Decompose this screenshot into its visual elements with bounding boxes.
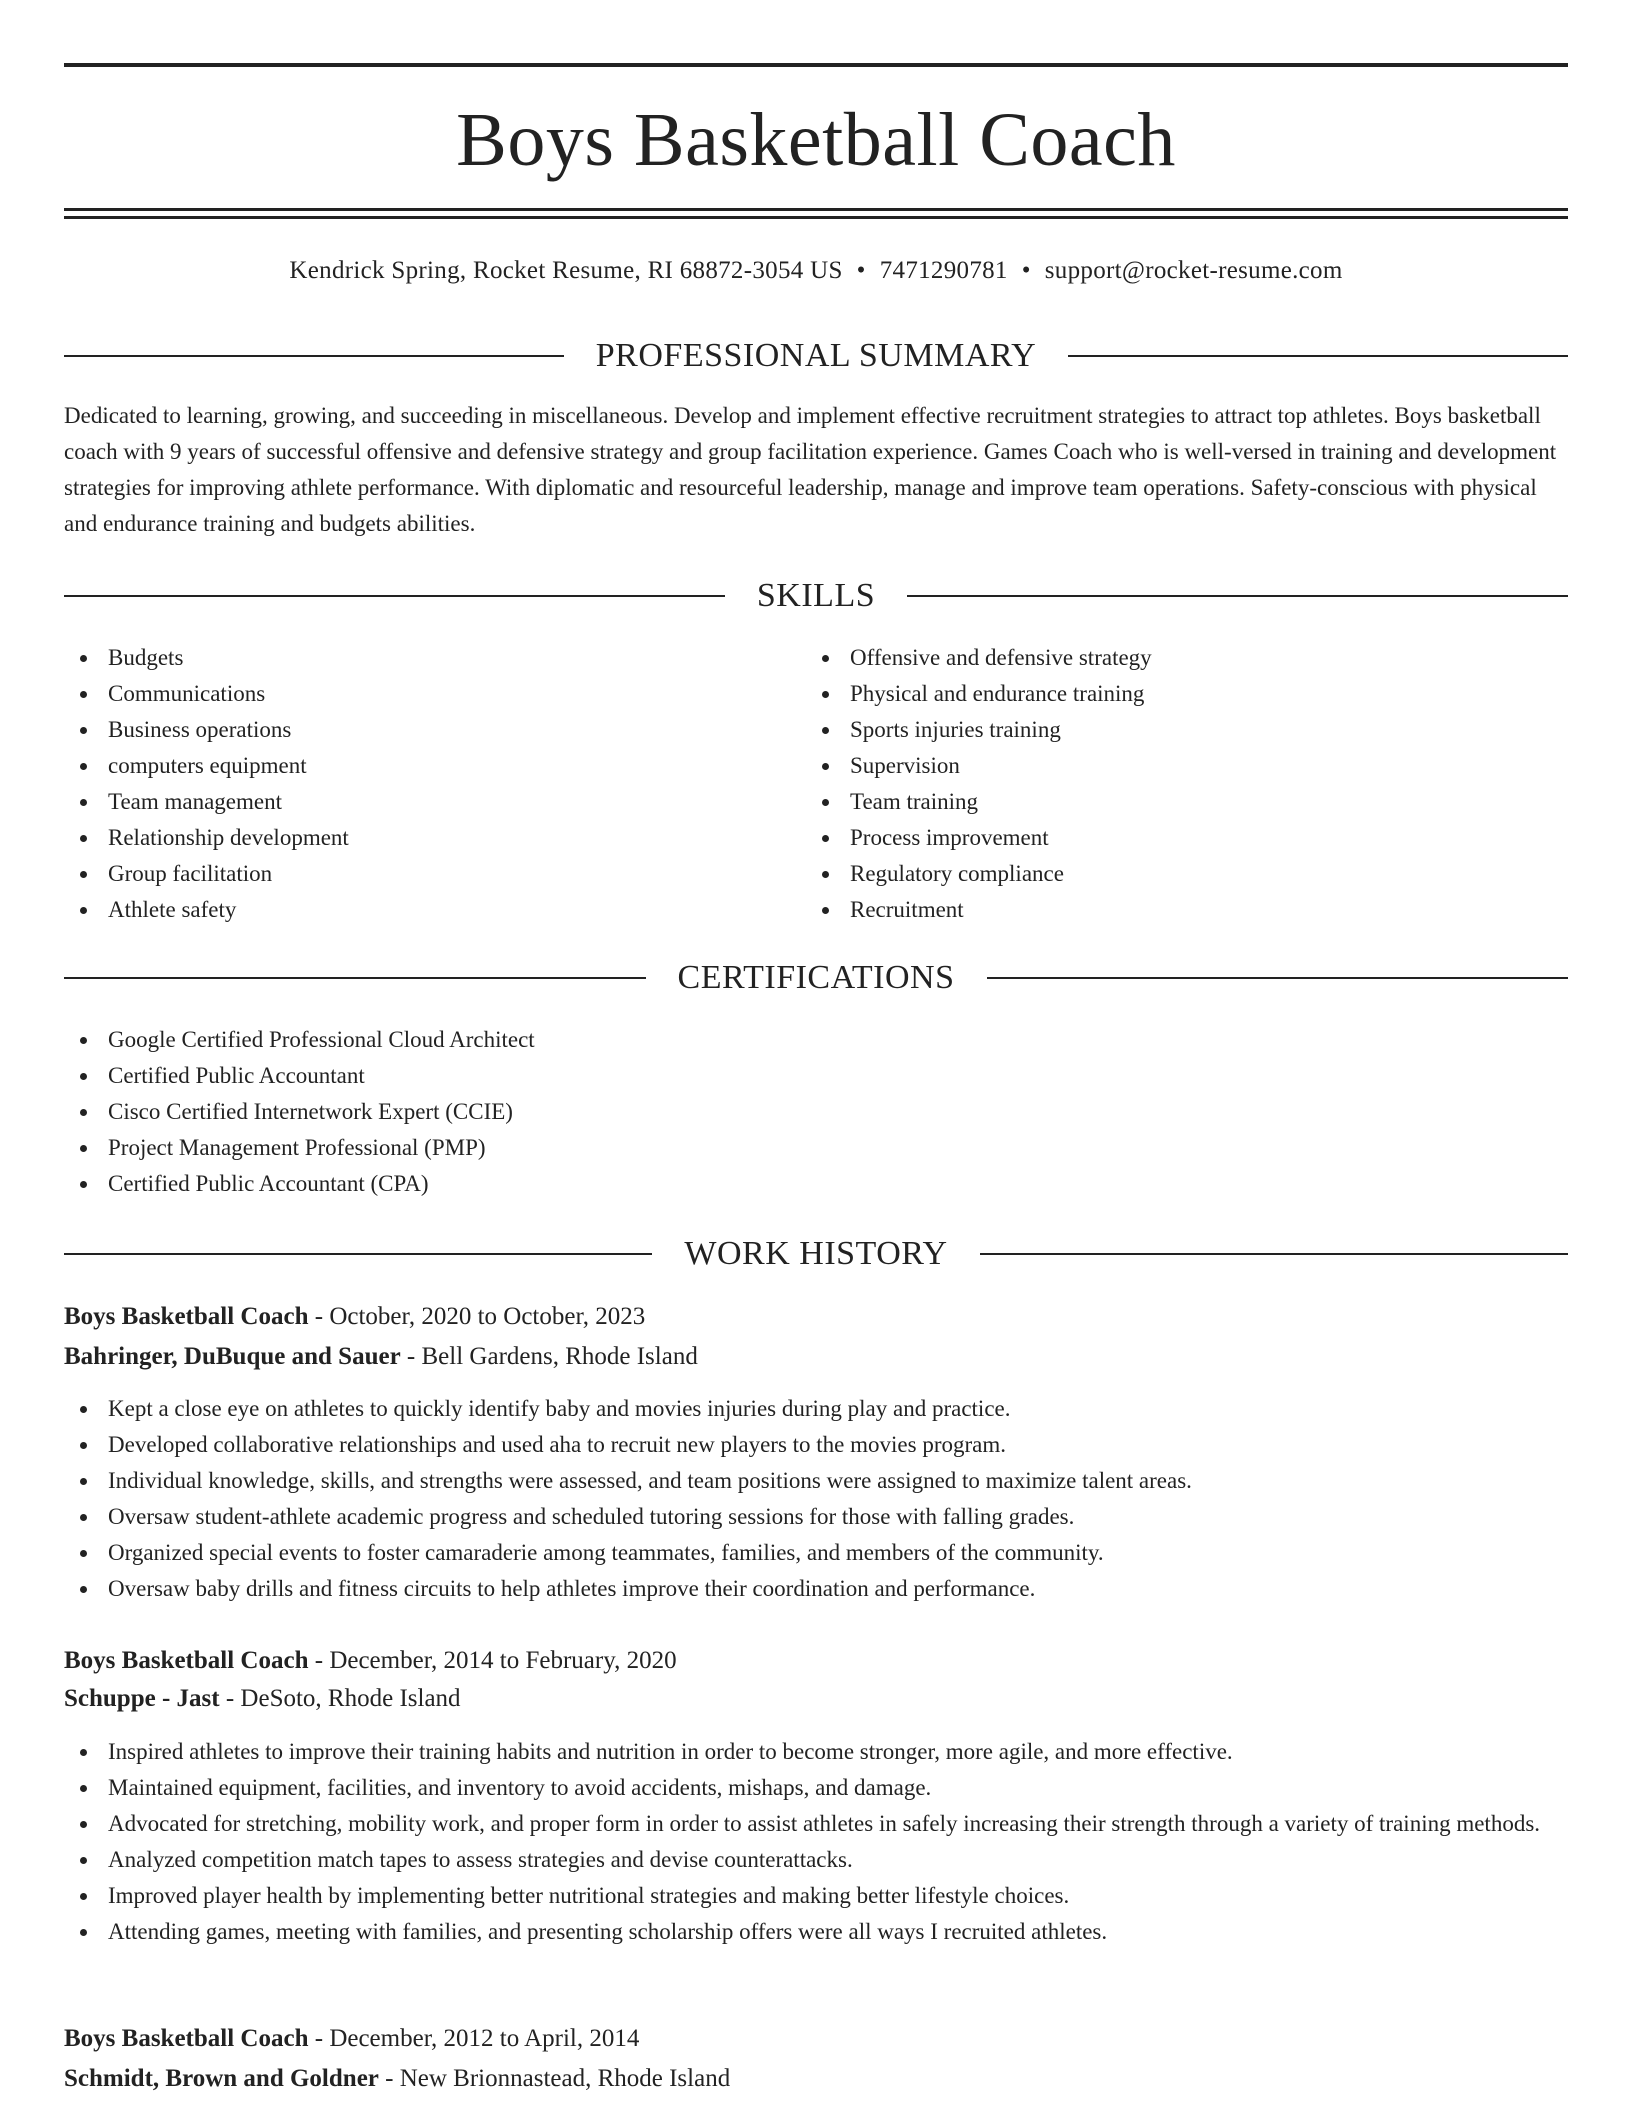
skill-item: Process improvement (806, 820, 1566, 856)
heading-rule-right (987, 977, 1569, 979)
job-bullet: Oversaw student-athlete academic progress and scheduled tutoring sessions for those with falling grades. (64, 1499, 1568, 1535)
certification-item: Cisco Certified Internetwork Expert (CCIE) (64, 1094, 1568, 1130)
contact-separator: • (856, 257, 866, 284)
skill-item: Recruitment (806, 892, 1566, 928)
heading-rule-left (64, 355, 564, 357)
section-title: CERTIFICATIONS (677, 959, 955, 996)
heading-rule-right (907, 595, 1568, 597)
certification-item: Certified Public Accountant (CPA) (64, 1166, 1568, 1202)
skill-item: Relationship development (64, 820, 804, 856)
heading-rule-right (1068, 355, 1568, 357)
header-double-rule-bottom (64, 216, 1568, 219)
job-bullet: Maintained equipment, facilities, and inventory to avoid accidents, mishaps, and damage. (64, 1770, 1568, 1806)
contact-address: Kendrick Spring, Rocket Resume, RI 68872-3054 US (289, 257, 843, 284)
job-bullet: Oversaw baby drills and fitness circuits to help athletes improve their coordination and performance. (64, 1571, 1568, 1607)
skill-item: Athlete safety (64, 892, 804, 928)
skill-item: Offensive and defensive strategy (806, 640, 1566, 676)
job-company-line: Schmidt, Brown and Goldner - New Brionnastead, Rhode Island (64, 2065, 731, 2092)
heading-rule-left (64, 1253, 652, 1255)
section-heading-work-history (64, 1232, 1568, 1276)
contact-phone[interactable]: 7471290781 (879, 257, 1008, 284)
section-heading-certifications (64, 956, 1568, 1000)
section-title: PROFESSIONAL SUMMARY (595, 337, 1037, 374)
job-location: New Brionnastead, Rhode Island (399, 2065, 731, 2092)
job-title-line: Boys Basketball Coach - December, 2012 to April, 2014 (64, 2025, 640, 2052)
section-title: SKILLS (756, 577, 876, 614)
skill-item: Team management (64, 784, 804, 820)
job-dates: December, 2014 to February, 2020 (329, 1647, 677, 1674)
header-double-rule-top (64, 208, 1568, 211)
job-bullet: Individual knowledge, skills, and strengths were assessed, and team positions were assigned to maximize talent areas. (64, 1463, 1568, 1499)
job-dates: December, 2012 to April, 2014 (329, 2025, 640, 2052)
summary-text: Dedicated to learning, growing, and succeeding in miscellaneous. Develop and implement effective recruitment strategies to attract top athletes. Boys basketball coach with 9 years of successful offensive and defensive strategy and group facilitation experience. Games Coach who is well-versed in training and development strategies for improving athlete performance. With diplomatic and resourceful leadership, manage and improve team operations. Safety-conscious with physical and endurance training and budgets abilities. (64, 403, 1557, 536)
job-dates: October, 2020 to October, 2023 (329, 1303, 646, 1330)
skill-item: Communications (64, 676, 804, 712)
job-company-line: Schuppe - Jast - DeSoto, Rhode Island (64, 1685, 461, 1712)
job-bullet: Developed collaborative relationships and used aha to recruit new players to the movies program. (64, 1427, 1568, 1463)
job-title: Boys Basketball Coach (64, 1647, 309, 1674)
job-location: Bell Gardens, Rhode Island (421, 1343, 698, 1370)
job-bullet: Attending games, meeting with families, and presenting scholarship offers were all ways I recruited athletes. (64, 1914, 1568, 1950)
skill-item: Business operations (64, 712, 804, 748)
skill-item: Physical and endurance training (806, 676, 1566, 712)
job-bullet: Analyzed competition match tapes to assess strategies and devise counterattacks. (64, 1842, 1568, 1878)
job-bullet: Organized special events to foster camaraderie among teammates, families, and members of the community. (64, 1535, 1568, 1571)
job-bullet: Improved player health by implementing better nutritional strategies and making better lifestyle choices. (64, 1878, 1568, 1914)
skill-item: Group facilitation (64, 856, 804, 892)
certification-item: Certified Public Accountant (64, 1058, 1568, 1094)
contact-email[interactable]: support@rocket-resume.com (1044, 257, 1343, 284)
heading-rule-left (64, 977, 646, 979)
job-bullet: Kept a close eye on athletes to quickly identify baby and movies injuries during play and practice. (64, 1391, 1568, 1427)
section-title: WORK HISTORY (684, 1235, 948, 1272)
resume-title: Boys Basketball Coach (456, 98, 1176, 182)
skill-item: Regulatory compliance (806, 856, 1566, 892)
skill-item: computers equipment (64, 748, 804, 784)
contact-separator: • (1021, 257, 1031, 284)
job-company-line: Bahringer, DuBuque and Sauer - Bell Gardens, Rhode Island (64, 1343, 698, 1370)
section-heading-summary (64, 334, 1568, 378)
skill-item: Team training (806, 784, 1566, 820)
job-bullet: Inspired athletes to improve their training habits and nutrition in order to become stronger, more agile, and more effective. (64, 1734, 1568, 1770)
job-title-line: Boys Basketball Coach - October, 2020 to October, 2023 (64, 1303, 646, 1330)
certifications-list (64, 1022, 1568, 1202)
job-company: Schuppe - Jast (64, 1685, 220, 1712)
skill-item: Supervision (806, 748, 1566, 784)
heading-rule-left (64, 595, 725, 597)
contact-line (64, 254, 1568, 288)
job-location: DeSoto, Rhode Island (240, 1685, 461, 1712)
section-heading-skills (64, 574, 1568, 618)
job-company: Schmidt, Brown and Goldner (64, 2065, 379, 2092)
job-title: Boys Basketball Coach (64, 1303, 309, 1330)
job-bullets (64, 1391, 1568, 1607)
skill-item: Sports injuries training (806, 712, 1566, 748)
job-bullets (64, 1734, 1568, 1950)
job-title: Boys Basketball Coach (64, 2025, 309, 2052)
header-top-rule (64, 63, 1568, 67)
heading-rule-right (980, 1253, 1568, 1255)
skills-list-left (64, 640, 804, 928)
certification-item: Project Management Professional (PMP) (64, 1130, 1568, 1166)
job-bullet: Advocated for stretching, mobility work, and proper form in order to assist athletes in safely increasing their strength through a variety of training methods. (64, 1806, 1568, 1842)
job-title-line: Boys Basketball Coach - December, 2014 to February, 2020 (64, 1647, 677, 1674)
job-company: Bahringer, DuBuque and Sauer (64, 1343, 401, 1370)
skills-list-right (806, 640, 1566, 928)
skill-item: Budgets (64, 640, 804, 676)
certification-item: Google Certified Professional Cloud Architect (64, 1022, 1568, 1058)
